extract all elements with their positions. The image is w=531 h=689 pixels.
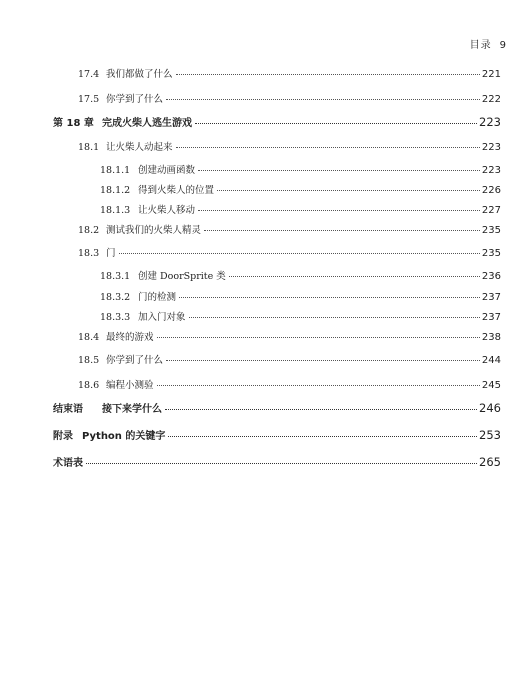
toc-chapter-entry[interactable] xyxy=(53,427,501,442)
page-header xyxy=(470,36,507,51)
toc-entry-title: 完成火柴人逃生游戏 xyxy=(102,118,192,129)
toc-entry-page: 244 xyxy=(481,355,501,366)
toc-entry-title: 你学到了什么 xyxy=(106,94,164,105)
toc-entry-title: 测试我们的火柴人精灵 xyxy=(106,225,202,236)
toc-entry-number: 18.1.1 xyxy=(100,165,131,176)
toc-entry-page: 236 xyxy=(481,271,501,282)
toc-entry-number: 18.3.3 xyxy=(100,312,131,323)
header-page-number: 9 xyxy=(499,40,507,51)
dot-leader xyxy=(176,147,480,148)
dot-leader xyxy=(179,297,480,298)
toc-entry-title: 让火柴人动起来 xyxy=(106,142,173,153)
toc-entry-title: 你学到了什么 xyxy=(106,355,164,366)
toc-entry-number: 第 18 章 xyxy=(53,118,94,129)
toc-entry-title: 门的检测 xyxy=(138,292,177,303)
toc-entry-title: 术语表 xyxy=(53,458,83,469)
toc-entry-title: 得到火柴人的位置 xyxy=(138,185,215,196)
toc-entry-title: 最终的游戏 xyxy=(106,332,154,343)
toc-entry-page: 223 xyxy=(479,115,501,129)
toc-chapter-entry[interactable] xyxy=(53,454,501,469)
toc-subentry[interactable] xyxy=(100,162,501,176)
dot-leader xyxy=(195,123,477,124)
toc-entry-number: 18.1.2 xyxy=(100,185,131,196)
toc-entry-title: Python 的关键字 xyxy=(82,431,166,442)
dot-leader xyxy=(176,74,480,75)
toc-subentry[interactable] xyxy=(100,202,501,216)
toc-entry-title: 创建动画函数 xyxy=(138,165,196,176)
toc-entry-page: 253 xyxy=(479,428,501,442)
dot-leader xyxy=(157,385,480,386)
dot-leader xyxy=(157,337,480,338)
toc-subentry[interactable] xyxy=(100,309,501,323)
toc-entry[interactable] xyxy=(78,91,501,105)
toc-entry-page: 235 xyxy=(481,225,501,236)
toc-entry-title: 编程小测验 xyxy=(106,380,154,391)
toc-entry-page: 227 xyxy=(481,205,501,216)
dot-leader xyxy=(204,230,480,231)
toc-entry-title: 我们都做了什么 xyxy=(106,69,173,80)
toc-entry-number: 18.3.1 xyxy=(100,271,131,282)
header-section-title: 目录 xyxy=(469,40,492,51)
toc-entry-page: 223 xyxy=(481,165,501,176)
toc-entry-number: 18.3.2 xyxy=(100,292,131,303)
toc-entry-page: 238 xyxy=(481,332,501,343)
toc-subentry[interactable] xyxy=(100,289,501,303)
toc-entry-number: 结束语 xyxy=(53,404,83,415)
dot-leader xyxy=(166,360,480,361)
toc-entry-number: 17.5 xyxy=(78,94,100,105)
toc-entry-page: 221 xyxy=(481,69,501,80)
toc-entry[interactable] xyxy=(78,377,501,391)
toc-entry[interactable] xyxy=(78,329,501,343)
toc-entry-title: 创建 DoorSprite 类 xyxy=(138,271,226,282)
toc-subentry[interactable] xyxy=(100,182,501,196)
toc-entry-number: 附录 xyxy=(53,431,73,442)
dot-leader xyxy=(229,276,480,277)
dot-leader xyxy=(189,317,480,318)
toc-entry-number: 18.5 xyxy=(78,355,100,366)
toc-entry[interactable] xyxy=(78,139,501,153)
toc-entry-title: 门 xyxy=(106,248,116,259)
toc-entry-page: 245 xyxy=(481,380,501,391)
toc-entry[interactable] xyxy=(78,222,501,236)
toc-entry-number: 18.2 xyxy=(78,225,100,236)
toc-entry-page: 237 xyxy=(481,292,501,303)
toc-entry-number: 18.6 xyxy=(78,380,100,391)
toc-entry-page: 265 xyxy=(479,455,501,469)
toc-entry-number: 18.1.3 xyxy=(100,205,131,216)
dot-leader xyxy=(198,170,480,171)
toc-chapter-entry[interactable] xyxy=(53,114,501,129)
dot-leader xyxy=(168,436,477,437)
toc-entry-page: 235 xyxy=(481,248,501,259)
dot-leader xyxy=(119,253,480,254)
dot-leader xyxy=(86,463,477,464)
dot-leader xyxy=(198,210,480,211)
toc-entry-page: 246 xyxy=(479,401,501,415)
toc-entry-title: 让火柴人移动 xyxy=(138,205,196,216)
dot-leader xyxy=(217,190,480,191)
dot-leader xyxy=(166,99,480,100)
toc-entry[interactable] xyxy=(78,66,501,80)
toc-entry-page: 222 xyxy=(481,94,501,105)
toc-entry-title: 加入门对象 xyxy=(138,312,186,323)
toc-subentry[interactable] xyxy=(100,268,501,282)
toc-entry[interactable] xyxy=(78,245,501,259)
toc-entry-page: 237 xyxy=(481,312,501,323)
toc-entry-number: 18.3 xyxy=(78,248,100,259)
toc-entry-title: 接下来学什么 xyxy=(102,404,162,415)
toc-entry-number: 18.1 xyxy=(78,142,100,153)
toc-entry-number: 18.4 xyxy=(78,332,100,343)
toc-chapter-entry[interactable] xyxy=(53,400,501,415)
toc-entry[interactable] xyxy=(78,352,501,366)
toc-entry-page: 226 xyxy=(481,185,501,196)
toc-entry-page: 223 xyxy=(481,142,501,153)
dot-leader xyxy=(165,409,477,410)
toc-entry-number: 17.4 xyxy=(78,69,100,80)
